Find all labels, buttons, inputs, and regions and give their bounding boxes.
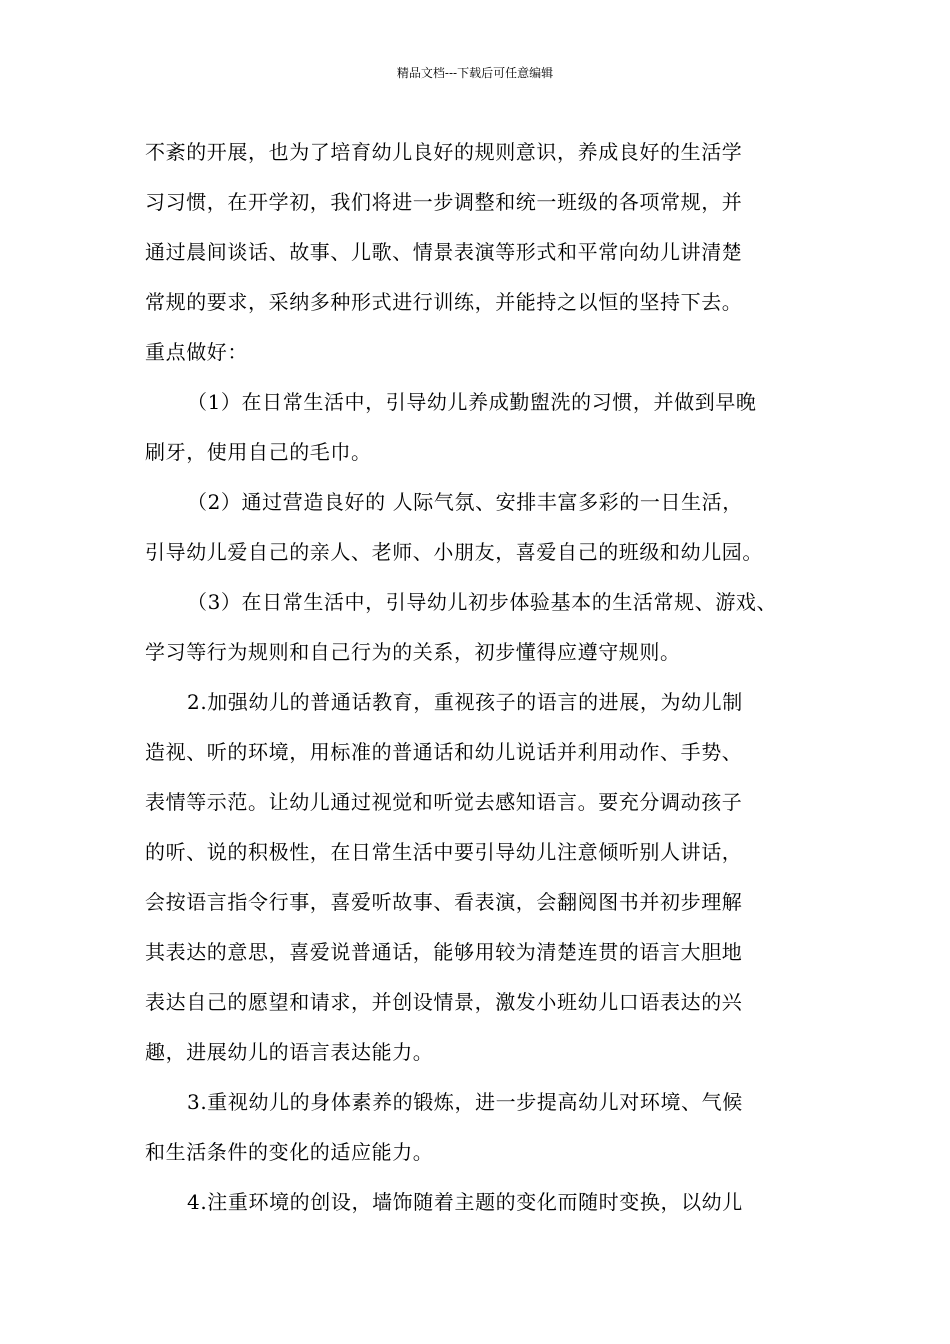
text-line: 引导幼儿爱自己的亲人、老师、小朋友，喜爱自己的班级和幼儿园。 <box>145 540 763 564</box>
text-line: 和生活条件的变化的适应能力。 <box>145 1140 434 1164</box>
text-line: 其表达的意思，喜爱说普通话，能够用较为清楚连贯的语言大胆地 <box>145 940 743 964</box>
text-line: 不紊的开展，也为了培育幼儿良好的规则意识，养成良好的生活学 <box>145 140 743 164</box>
text-line: （3）在日常生活中，引导幼儿初步体验基本的生活常规、游戏、 <box>187 590 778 614</box>
text-line: （2）通过营造良好的 人际气氛、安排丰富多彩的一日生活， <box>187 490 743 514</box>
text-line: 造视、听的环境，用标准的普通话和幼儿说话并利用动作、手势、 <box>145 740 743 764</box>
text-line: 趣，进展幼儿的语言表达能力。 <box>145 1040 434 1064</box>
text-line: 通过晨间谈话、故事、儿歌、情景表演等形式和平常向幼儿讲清楚 <box>145 240 743 264</box>
text-line: 4.注重环境的创设，墙饰随着主题的变化而随时变换，以幼儿 <box>187 1190 743 1214</box>
text-line: 常规的要求，采纳多种形式进行训练，并能持之以恒的坚持下去。 <box>145 290 743 314</box>
text-line: 的听、说的积极性，在日常生活中要引导幼儿注意倾听别人讲话， <box>145 840 743 864</box>
text-line: 表达自己的愿望和请求，并创设情景，激发小班幼儿口语表达的兴 <box>145 990 743 1014</box>
text-line: 表情等示范。让幼儿通过视觉和听觉去感知语言。要充分调动孩子 <box>145 790 743 814</box>
page-header: 精品文档---下载后可任意编辑 <box>396 66 554 80</box>
text-line: 会按语言指令行事，喜爱听故事、看表演，会翻阅图书并初步理解 <box>145 890 743 914</box>
text-line: 3.重视幼儿的身体素养的锻炼，进一步提高幼儿对环境、气候 <box>187 1090 743 1114</box>
text-line: 学习等行为规则和自己行为的关系，初步懂得应遵守规则。 <box>145 640 681 664</box>
text-line: 2.加强幼儿的普通话教育，重视孩子的语言的进展，为幼儿制 <box>187 690 743 714</box>
text-line: （1）在日常生活中，引导幼儿养成勤盥洗的习惯，并做到早晚 <box>187 390 757 414</box>
text-line: 重点做好： <box>145 340 248 364</box>
text-line: 刷牙，使用自己的毛巾。 <box>145 440 372 464</box>
text-line: 习习惯，在开学初，我们将进一步调整和统一班级的各项常规，并 <box>145 190 743 214</box>
